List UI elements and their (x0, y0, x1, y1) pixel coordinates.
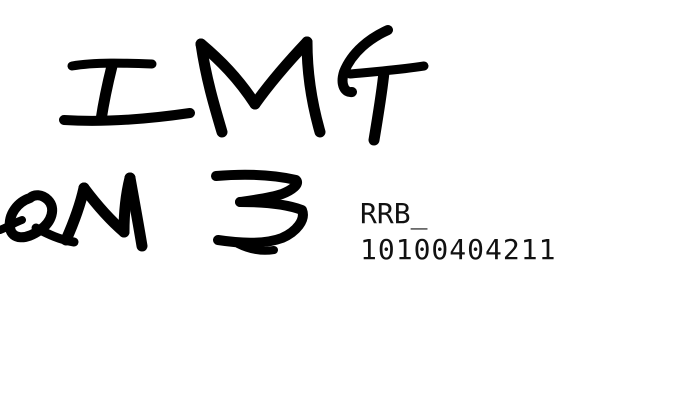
handwritten-N (66, 178, 142, 246)
code-number: 10100404211 (360, 233, 557, 266)
handwritten-I (64, 63, 190, 121)
handwritten-G (343, 30, 424, 140)
handwritten-M (201, 42, 320, 132)
code-label: RRB_ (360, 197, 428, 230)
handwritten-3 (216, 175, 303, 251)
